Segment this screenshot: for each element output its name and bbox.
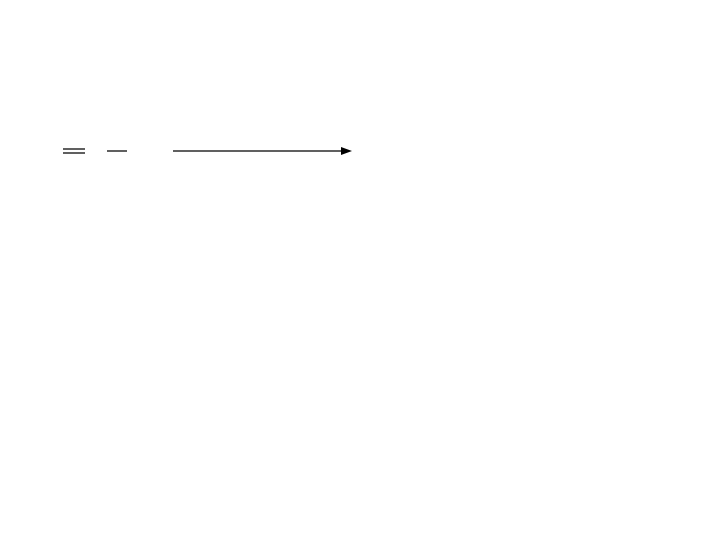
reaction-arrow-group (0, 0, 352, 155)
monomer (0, 0, 127, 153)
reaction-arrow-head (341, 147, 352, 155)
